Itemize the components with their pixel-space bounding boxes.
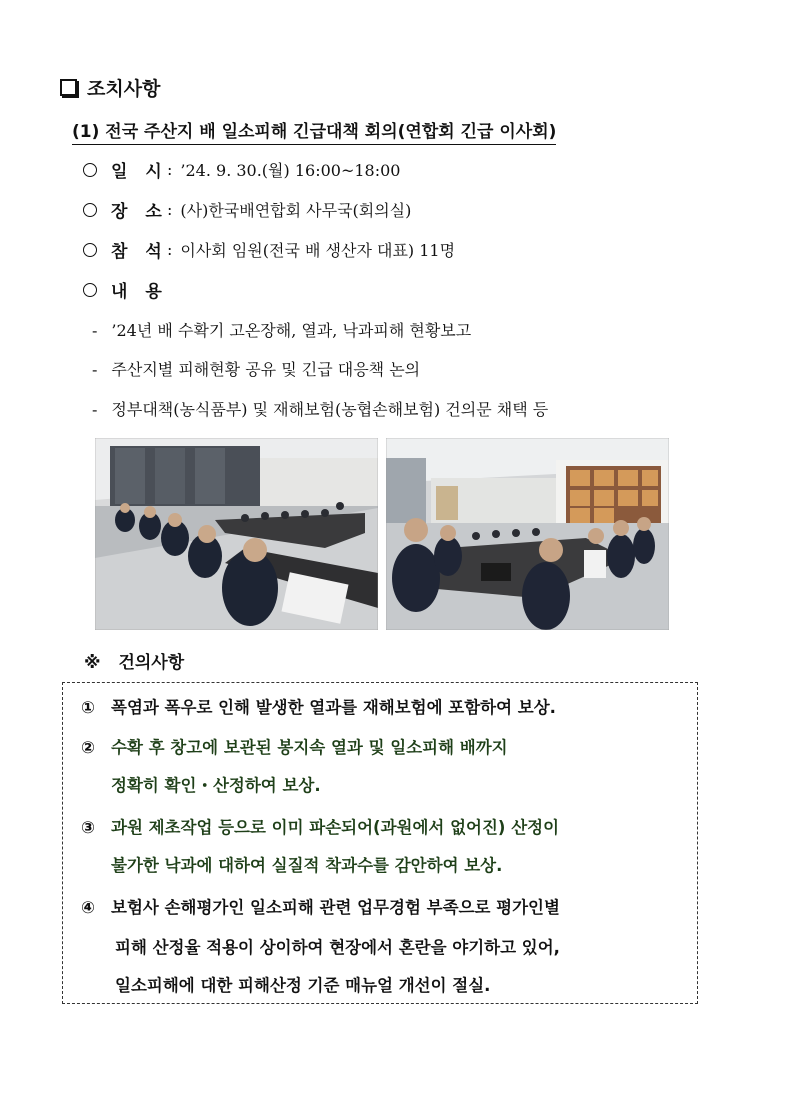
meeting-photo-left — [95, 438, 378, 630]
info-label: 일 시 — [111, 162, 168, 182]
recommendation-item: ④ 보험사 손해평가인 일소피해 관련 업무경험 부족으로 평가인별 — [81, 898, 560, 917]
recommendations-heading — [84, 648, 184, 673]
recommendation-item: ① 폭염과 폭우로 인해 발생한 열과를 재해보험에 포함하여 보상. — [81, 698, 556, 717]
info-row-attendees: 참 석 : 이사회 임원(전국 배 생산자 대표) 11명 — [83, 237, 455, 262]
meeting-photo-right — [386, 438, 669, 630]
info-row-place: 장 소 : (사)한국배연합회 사무국(회의실) — [83, 197, 411, 222]
info-label: 참 석 — [111, 242, 168, 262]
recommendations-box — [62, 682, 698, 1004]
circle-bullet-icon — [83, 243, 97, 257]
section-title: 조치사항 — [87, 78, 161, 100]
section-heading — [60, 74, 160, 101]
content-item: - 정부대책(농식품부) 및 재해보험(농협손해보험) 건의문 채택 등 — [92, 400, 549, 419]
info-value: (사)한국배연합회 사무국(회의실) — [180, 201, 412, 220]
recommendation-item-continuation: 불가한 낙과에 대하여 실질적 착과수를 감안하여 보상. — [111, 856, 503, 875]
info-row-content — [83, 277, 168, 302]
info-value: ’24. 9. 30.(월) 16:00~18:00 — [180, 161, 401, 180]
info-label: 장 소 — [111, 202, 168, 222]
reference-mark-icon: ※ — [84, 653, 101, 673]
recommendation-item-continuation: 정확히 확인・산정하여 보상. — [111, 776, 321, 795]
subsection-title: (1) 전국 주산지 배 일소피해 긴급대책 회의(연합회 긴급 이사회) — [72, 117, 556, 145]
circle-bullet-icon — [83, 163, 97, 177]
info-value: 이사회 임원(전국 배 생산자 대표) 11명 — [180, 241, 456, 260]
recommendations-title: 건의사항 — [118, 653, 185, 673]
recommendation-item-continuation: 일소피해에 대한 피해산정 기준 매뉴얼 개선이 절실. — [115, 976, 491, 995]
info-label: 내 용 — [111, 282, 168, 302]
content-item: - 주산지별 피해현황 공유 및 긴급 대응책 논의 — [92, 360, 421, 379]
recommendation-item: ② 수확 후 창고에 보관된 봉지속 열과 및 일소피해 배까지 — [81, 738, 508, 757]
info-row-date: 일 시 : ’24. 9. 30.(월) 16:00~18:00 — [83, 157, 400, 182]
circle-bullet-icon — [83, 203, 97, 217]
square-bullet-icon — [60, 79, 77, 96]
recommendation-item-continuation: 피해 산정율 적용이 상이하여 현장에서 혼란을 야기하고 있어, — [115, 938, 560, 957]
recommendation-item: ③ 과원 제초작업 등으로 이미 파손되어(과원에서 없어진) 산정이 — [81, 818, 560, 837]
content-item: - ’24년 배 수확기 고온장해, 열과, 낙과피해 현황보고 — [92, 321, 472, 340]
circle-bullet-icon — [83, 283, 97, 297]
